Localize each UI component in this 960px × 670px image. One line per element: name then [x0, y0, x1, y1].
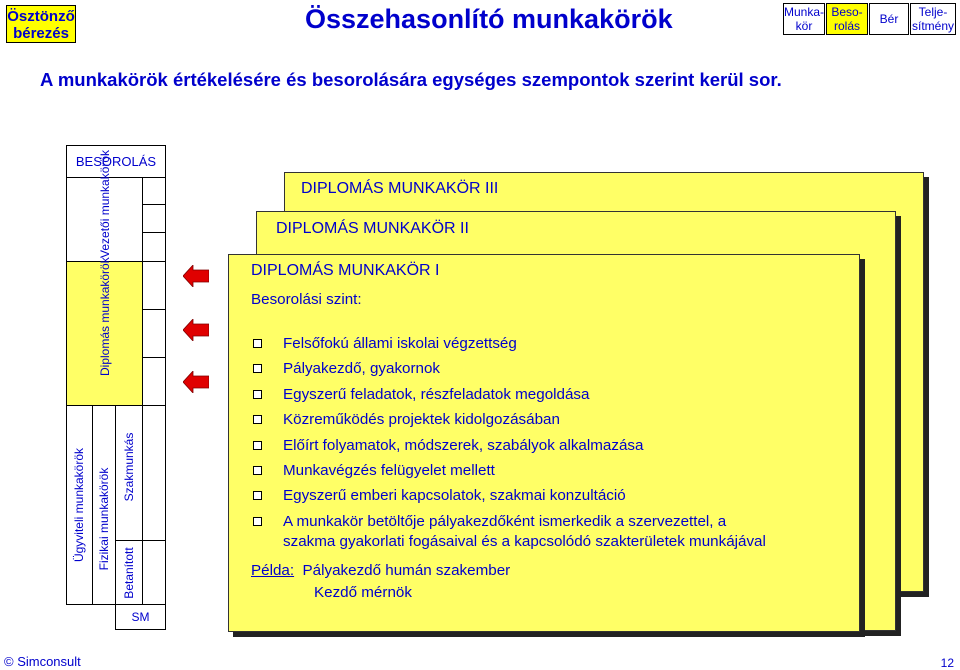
- arrow-left-icon: [183, 265, 209, 287]
- label-ugyviteli: Ügyviteli munkakörök: [72, 447, 86, 563]
- example-1: Pályakezdő humán szakember: [302, 562, 511, 579]
- grid-cell: [142, 540, 166, 605]
- checkbox-bullet-icon: [253, 441, 262, 450]
- list-item: Egyszerű emberi kapcsolatok, szakmai konzultáció: [251, 483, 766, 508]
- card-ii-title: DIPLOMÁS MUNKAKÖR II: [276, 220, 469, 237]
- list-item: Pályakezdő, gyakornok: [251, 356, 766, 381]
- cell-szakmunkas: [115, 405, 143, 541]
- list-item: A munkakör betöltője pályakezdőként ismerkedik a szervezettel, a szakma gyakorlati fogásaival és a kapcsolódó szakterületek munkájával: [251, 509, 766, 552]
- nav-teljesitmeny[interactable]: Telje- sítmény: [911, 5, 954, 33]
- example-block: [251, 560, 510, 604]
- logo-line-2: bérezés: [13, 25, 69, 42]
- grid-cell: [142, 177, 166, 205]
- card-i-title: DIPLOMÁS MUNKAKÖR I: [251, 262, 440, 279]
- checkbox-bullet-icon: [253, 415, 262, 424]
- grid-cell: [142, 261, 166, 310]
- cell-betanitott: [115, 540, 143, 605]
- subtitle: A munkakörök értékelésére és besorolására egységes szempontok szerint kerül sor.: [40, 69, 782, 90]
- logo-line-1: Ösztönző: [7, 8, 75, 25]
- cell-ugyviteli: [66, 405, 93, 605]
- logo[interactable]: [6, 5, 76, 43]
- list-item: Egyszerű feladatok, részfeladatok megoldása: [251, 382, 766, 407]
- grid-cell: [142, 405, 166, 541]
- label-fizikai: Fizikai munkakörök: [97, 467, 111, 571]
- list-item: Felsőfokú állami iskolai végzettség: [251, 331, 766, 356]
- list-item-continuation: szakma gyakorlati fogásaival és a kapcsolódó szakterületek munkájával: [283, 533, 766, 551]
- cell-diplomas: [66, 257, 143, 406]
- grid-cell: [142, 204, 166, 233]
- nav-munkakor[interactable]: Munka- kör: [784, 5, 825, 33]
- nav-besorolas[interactable]: Beso- rolás: [826, 3, 868, 35]
- page-number: 12: [940, 656, 954, 670]
- level-label: Besorolási szint:: [251, 291, 362, 308]
- grid-cell: [142, 232, 166, 262]
- arrow-left-icon: [183, 371, 209, 393]
- checkbox-bullet-icon: [253, 390, 262, 399]
- checkbox-bullet-icon: [253, 491, 262, 500]
- list-item: Előírt folyamatok, módszerek, szabályok alkalmazása: [251, 433, 766, 458]
- label-szakmunkas: Szakmunkás: [122, 432, 136, 502]
- label-vezetoi: Vezetői munkakörök: [98, 149, 112, 258]
- grid-cell: [142, 309, 166, 358]
- checkbox-bullet-icon: [253, 364, 262, 373]
- arrow-left-icon: [183, 319, 209, 341]
- label-betanitott: Betanított: [122, 547, 136, 599]
- example-2: Kezdő mérnök: [314, 584, 412, 601]
- table-heading: BESOROLÁS: [66, 145, 166, 178]
- example-label: Példa:: [251, 562, 295, 579]
- list-item: Munkavégzés felügyelet mellett: [251, 458, 766, 483]
- card-iii-title: DIPLOMÁS MUNKAKÖR III: [301, 180, 499, 197]
- label-diplomas: Diplomás munkakörök: [98, 257, 112, 376]
- requirements-list: [251, 331, 766, 552]
- checkbox-bullet-icon: [253, 339, 262, 348]
- grid-cell: [142, 357, 166, 406]
- checkbox-bullet-icon: [253, 517, 262, 526]
- checkbox-bullet-icon: [253, 466, 262, 475]
- nav-ber[interactable]: Bér: [869, 3, 909, 35]
- page-title: Összehasonlító munkakörök: [305, 4, 673, 34]
- cell-fizikai: [92, 405, 116, 605]
- cell-sm: SM: [115, 604, 166, 630]
- list-item: Közreműködés projektek kidolgozásában: [251, 407, 766, 432]
- copyright: © Simconsult: [4, 654, 81, 669]
